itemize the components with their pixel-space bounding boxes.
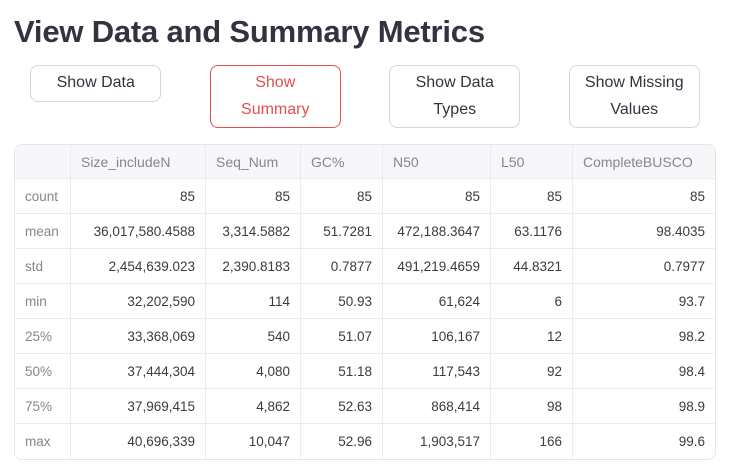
table-cell: 0.7877 [301, 249, 383, 284]
table-cell: 1,903,517 [383, 424, 491, 459]
table-cell: 98.4035 [573, 214, 715, 249]
column-header[interactable]: Size_includeN [71, 145, 206, 179]
table-cell: 98.9 [573, 389, 715, 424]
show-summary-button[interactable]: Show Summary [210, 65, 341, 128]
table-cell: 12 [491, 319, 573, 354]
table-cell: 85 [383, 179, 491, 214]
row-label: mean [15, 214, 71, 249]
table-cell: 491,219.4659 [383, 249, 491, 284]
row-label: std [15, 249, 71, 284]
page-title: View Data and Summary Metrics [14, 14, 485, 49]
table-cell: 51.7281 [301, 214, 383, 249]
show-missing-values-button[interactable]: Show Missing Values [569, 65, 700, 128]
table-row [15, 284, 715, 319]
show-data-button[interactable]: Show Data [30, 65, 161, 101]
header-row [15, 145, 715, 179]
summary-metrics-table[interactable] [14, 144, 716, 460]
table-cell: 85 [71, 179, 206, 214]
table-cell: 99.6 [573, 424, 715, 459]
table-cell: 6 [491, 284, 573, 319]
table-header [15, 145, 715, 179]
table-cell: 98.2 [573, 319, 715, 354]
table-cell: 2,454,639.023 [71, 249, 206, 284]
table-row [15, 249, 715, 284]
table-cell: 93.7 [573, 284, 715, 319]
button-column [14, 65, 178, 101]
row-label: max [15, 424, 71, 459]
table-cell: 4,080 [206, 354, 301, 389]
table-cell: 117,543 [383, 354, 491, 389]
table-cell: 85 [301, 179, 383, 214]
column-header[interactable]: CompleteBUSCO [573, 145, 715, 179]
table-cell: 92 [491, 354, 573, 389]
table-cell: 3,314.5882 [206, 214, 301, 249]
table-cell: 36,017,580.4588 [71, 214, 206, 249]
table-cell: 61,624 [383, 284, 491, 319]
row-label: 75% [15, 389, 71, 424]
row-label: count [15, 179, 71, 214]
table-row [15, 354, 715, 389]
table-cell: 52.63 [301, 389, 383, 424]
table-row [15, 214, 715, 249]
button-column [194, 65, 358, 128]
table-cell: 63.1176 [491, 214, 573, 249]
table-cell: 0.7977 [573, 249, 715, 284]
button-row [14, 65, 716, 128]
table-row [15, 424, 715, 459]
table-cell: 50.93 [301, 284, 383, 319]
table-cell: 4,862 [206, 389, 301, 424]
table-cell: 32,202,590 [71, 284, 206, 319]
corner-header-cell [15, 145, 71, 179]
table-body [15, 179, 715, 459]
row-label: 50% [15, 354, 71, 389]
table-cell: 106,167 [383, 319, 491, 354]
table-cell: 37,969,415 [71, 389, 206, 424]
table-cell: 10,047 [206, 424, 301, 459]
table-row [15, 389, 715, 424]
table-cell: 37,444,304 [71, 354, 206, 389]
column-header[interactable]: GC% [301, 145, 383, 179]
table-cell: 85 [573, 179, 715, 214]
show-data-types-button[interactable]: Show Data Types [389, 65, 520, 128]
table-cell: 540 [206, 319, 301, 354]
table-cell: 40,696,339 [71, 424, 206, 459]
table-cell: 51.07 [301, 319, 383, 354]
table-cell: 85 [491, 179, 573, 214]
summary-table [15, 145, 715, 459]
table-cell: 51.18 [301, 354, 383, 389]
table-row [15, 319, 715, 354]
column-header[interactable]: L50 [491, 145, 573, 179]
table-cell: 44.8321 [491, 249, 573, 284]
table-cell: 33,368,069 [71, 319, 206, 354]
column-header[interactable]: N50 [383, 145, 491, 179]
table-row [15, 179, 715, 214]
table-cell: 472,188.3647 [383, 214, 491, 249]
button-column [373, 65, 537, 128]
table-cell: 85 [206, 179, 301, 214]
table-cell: 2,390.8183 [206, 249, 301, 284]
table-cell: 98 [491, 389, 573, 424]
row-label: 25% [15, 319, 71, 354]
table-cell: 98.4 [573, 354, 715, 389]
table-cell: 868,414 [383, 389, 491, 424]
table-cell: 52.96 [301, 424, 383, 459]
row-label: min [15, 284, 71, 319]
table-cell: 166 [491, 424, 573, 459]
column-header[interactable]: Seq_Num [206, 145, 301, 179]
table-cell: 114 [206, 284, 301, 319]
button-column [553, 65, 717, 128]
